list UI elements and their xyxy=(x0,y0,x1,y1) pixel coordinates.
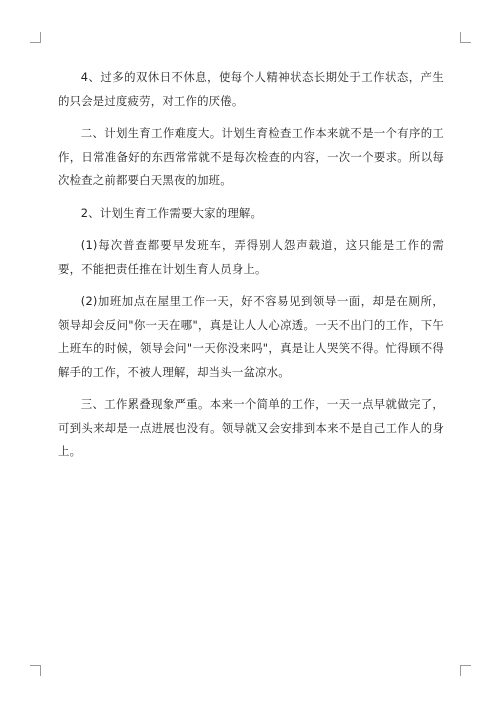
crop-mark-top-left xyxy=(30,32,41,43)
paragraph: 三、工作累叠现象严重。本来一个简单的工作，一天一点早就做完了，可到头来却是一点进展也没有。领导就又会安排到本来不是自己工作人的身上。 xyxy=(58,397,444,458)
paragraph: 二、计划生育工作难度大。计划生育检查工作本来就不是一个有序的工作，日常准备好的东西常常就不是每次检查的内容，一次一个要求。所以每次检查之前都要白天黑夜的加班。 xyxy=(58,126,444,187)
paragraph: 2、计划生育工作需要大家的理解。 xyxy=(80,205,263,220)
crop-mark-top-right xyxy=(460,32,471,43)
crop-mark-bottom-right xyxy=(460,665,471,676)
document-body xyxy=(58,66,444,473)
paragraph: (1)每次普查都要早发班车，弄得别人怨声载道，这只能是工作的需要，不能把责任推在计划生育人员身上。 xyxy=(58,238,444,276)
crop-mark-bottom-left xyxy=(30,665,41,676)
paragraph: 4、过多的双休日不休息，使每个人精神状态长期处于工作状态，产生的只会是过度疲劳，对工作的厌倦。 xyxy=(58,70,444,108)
paragraph: (2)加班加点在屋里工作一天，好不容易见到领导一面，却是在厕所，领导却会反问"你一天在哪"，真是让人人心凉透。一天不出门的工作，下午上班车的时候，领导会问"一天你没来吗"，真是让人哭笑不得。忙得顾不得解手的工作，不被人理解，却当头一盆凉水。 xyxy=(58,294,444,379)
